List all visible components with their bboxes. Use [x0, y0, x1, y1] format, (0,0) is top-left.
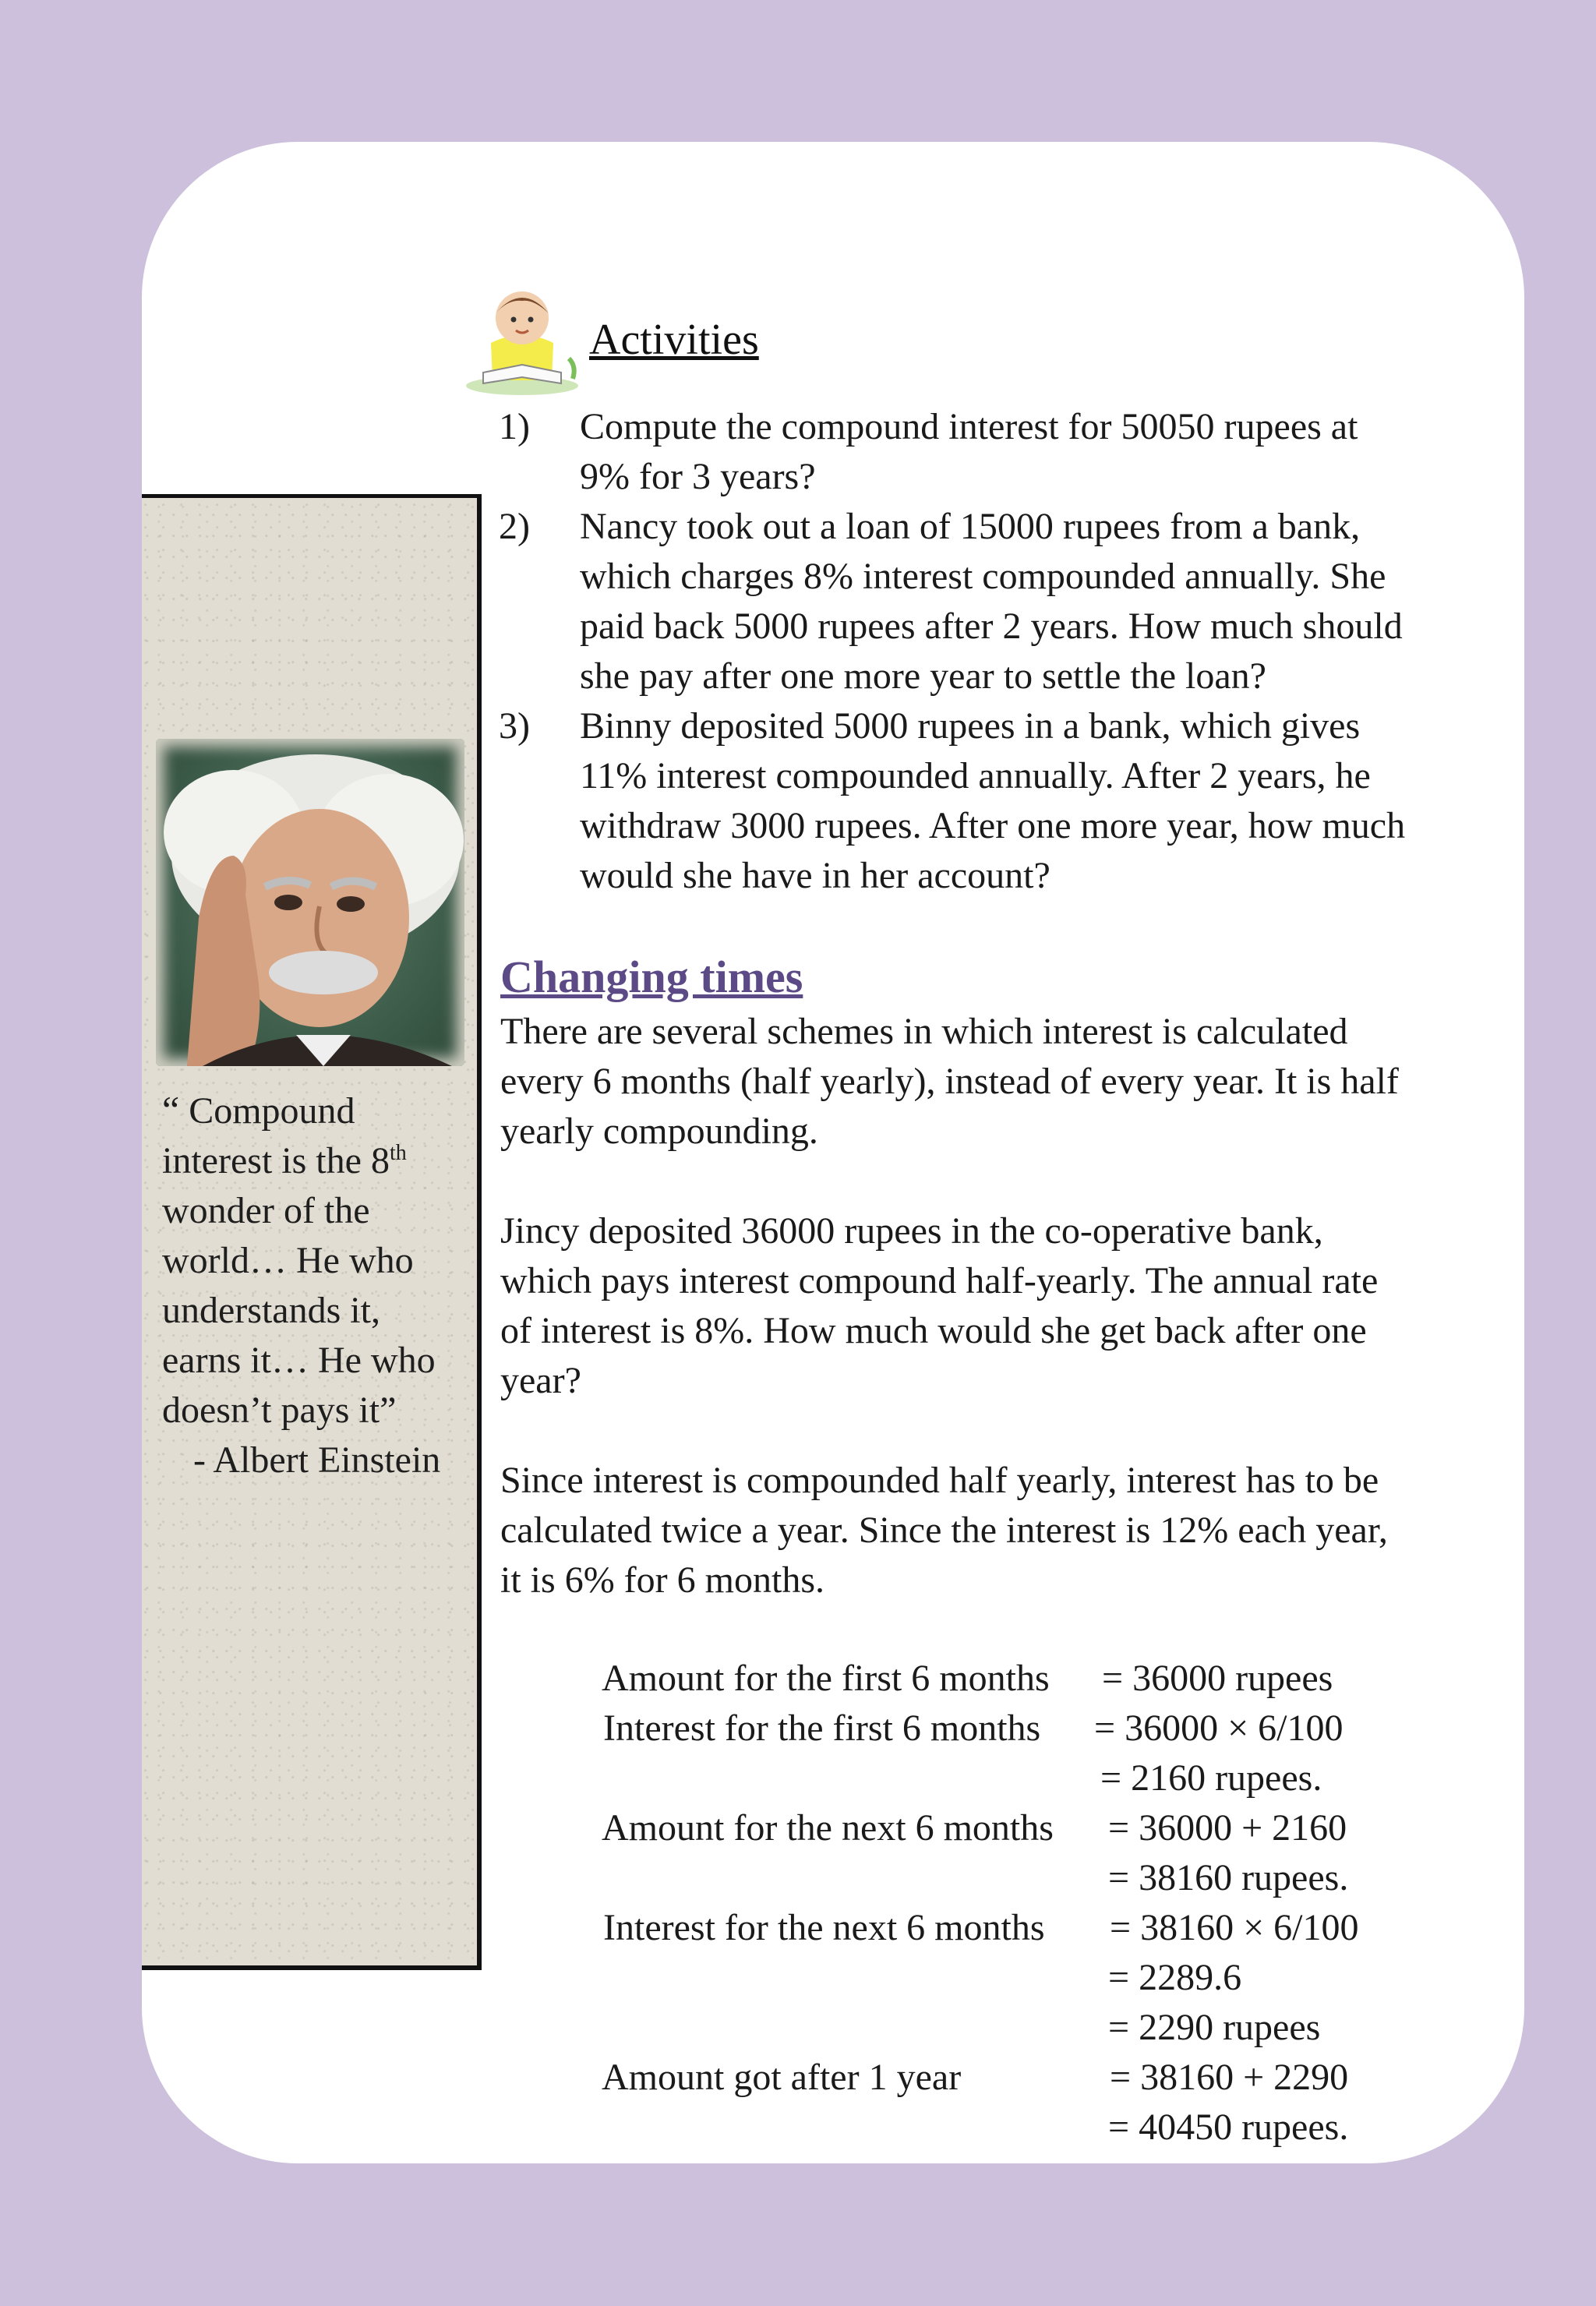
calc-value: = 36000 + 2160 — [1108, 1807, 1347, 1849]
calc-value: = 36000 rupees — [1102, 1658, 1333, 1699]
quote-line: Compound — [179, 1090, 355, 1132]
quote-line: wonder of the — [162, 1190, 370, 1231]
calc-value: = 2289.6 — [1108, 1957, 1242, 1998]
paragraph-example — [500, 1206, 1513, 1406]
portrait-illustration — [156, 739, 464, 1066]
paragraph-explanation — [500, 1456, 1513, 1605]
item-line: she pay after one more year to settle the loan? — [580, 655, 1266, 697]
calc-value: = 38160 + 2290 — [1110, 2057, 1349, 2098]
child-reading-icon — [460, 281, 584, 397]
calc-value: = 40450 rupees. — [1108, 2106, 1349, 2148]
calc-label: Amount for the first 6 months — [602, 1658, 1050, 1699]
paragraph-line: which pays interest compound half-yearly. The annual rate — [500, 1260, 1379, 1301]
quote-line: understands it, — [162, 1290, 380, 1331]
quote-open-mark: “ — [162, 1088, 180, 1132]
einstein-portrait — [156, 739, 464, 1066]
paragraph-line: every 6 months (half yearly), instead of every year. It is half — [500, 1061, 1399, 1102]
calc-value: = 36000 × 6/100 — [1094, 1707, 1344, 1749]
calc-label: Amount got after 1 year — [602, 2057, 962, 2098]
calc-label: Amount for the next 6 months — [602, 1807, 1054, 1849]
item-line: Binny deposited 5000 rupees in a bank, which gives — [580, 705, 1361, 747]
paragraph-line: it is 6% for 6 months. — [500, 1559, 824, 1601]
calc-value: = 2290 rupees — [1108, 2007, 1321, 2048]
list-item — [499, 701, 1512, 901]
paragraph-line: yearly compounding. — [500, 1111, 818, 1152]
list-item — [499, 502, 1512, 701]
item-number: 2) — [499, 506, 530, 547]
activities-list — [499, 402, 1512, 901]
quote-author: - Albert Einstein — [193, 1439, 441, 1481]
item-line: 9% for 3 years? — [580, 456, 816, 497]
item-number: 3) — [499, 705, 530, 747]
quote-superscript: th — [389, 1141, 407, 1165]
paragraph-line: Jincy deposited 36000 rupees in the co-operative bank, — [500, 1210, 1323, 1252]
item-line: Nancy took out a loan of 15000 rupees from a bank, — [580, 506, 1361, 547]
calc-value: = 38160 × 6/100 — [1110, 1907, 1359, 1948]
paragraph-intro — [500, 1007, 1513, 1157]
paragraph-line: There are several schemes in which interest is calculated — [500, 1011, 1348, 1052]
item-line: would she have in her account? — [580, 855, 1050, 896]
item-line: paid back 5000 rupees after 2 years. How much should — [580, 606, 1403, 647]
calc-label: Interest for the first 6 months — [603, 1707, 1041, 1749]
item-line: Compute the compound interest for 50050 rupees at — [580, 406, 1358, 447]
paragraph-line: Since interest is compounded half yearly, interest has to be — [500, 1460, 1379, 1501]
item-line: 11% interest compounded annually. After 2 years, he — [580, 755, 1371, 796]
item-line: withdraw 3000 rupees. After one more year, how much — [580, 805, 1406, 846]
einstein-quote — [162, 1085, 482, 1485]
quote-line: world… He who — [162, 1240, 414, 1281]
item-number: 1) — [499, 406, 530, 447]
item-line: which charges 8% interest compounded annually. She — [580, 556, 1386, 597]
quote-line: earns it… He who — [162, 1340, 436, 1381]
paragraph-line: year? — [500, 1360, 581, 1401]
calc-value: = 38160 rupees. — [1108, 1857, 1349, 1898]
quote-line: interest is the 8 — [162, 1140, 390, 1181]
calc-label: Interest for the next 6 months — [603, 1907, 1045, 1948]
list-item — [499, 402, 1512, 502]
quote-line: doesn’t pays it” — [162, 1390, 397, 1431]
paragraph-line: calculated twice a year. Since the interest is 12% each year, — [500, 1510, 1388, 1551]
activities-title: Activities — [589, 316, 759, 364]
paragraph-line: of interest is 8%. How much would she get back after one — [500, 1310, 1367, 1351]
section-title: Changing times — [500, 952, 803, 1002]
calc-value: = 2160 rupees. — [1100, 1757, 1322, 1799]
